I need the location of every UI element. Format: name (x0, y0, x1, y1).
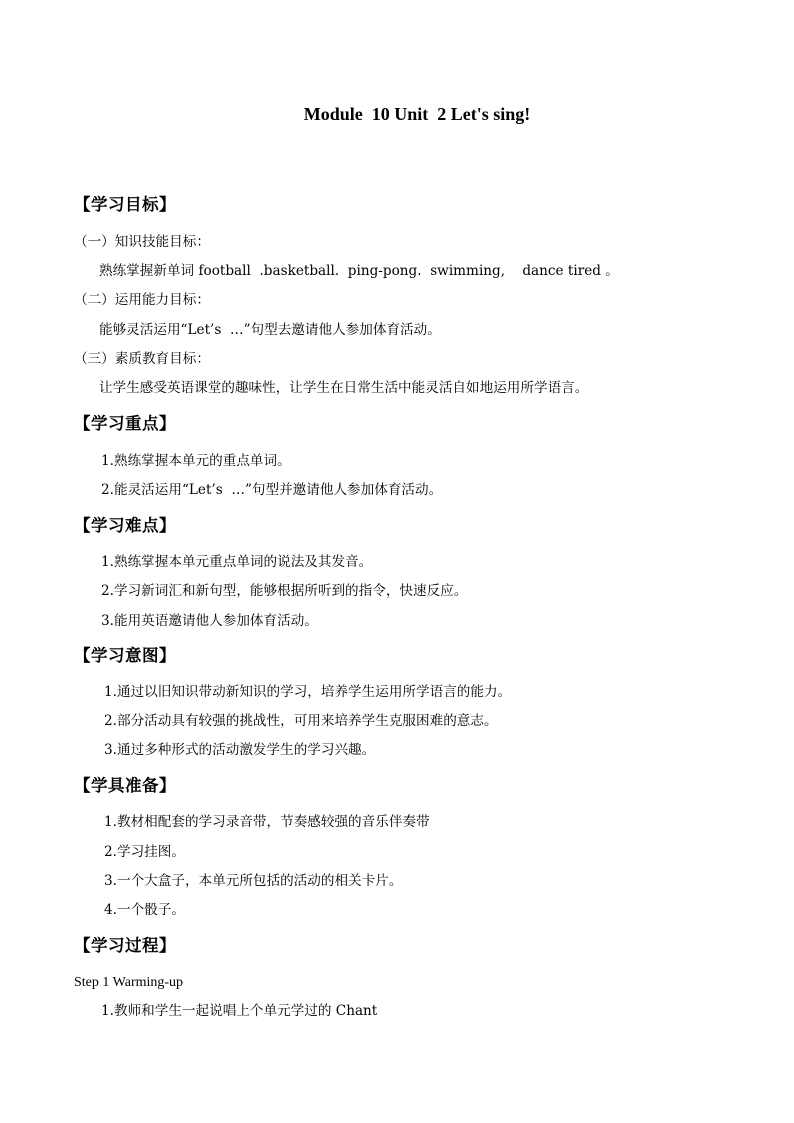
step-label: Step 1 Warming-up (74, 975, 184, 990)
section-heading-key-points: 【学习重点】 (74, 414, 176, 433)
material-item: 1.教材相配套的学习录音带，节奏感较强的音乐伴奏带 (104, 814, 430, 830)
intent-item: 2.部分活动具有较强的挑战性，可用来培养学生克服困难的意志。 (104, 713, 498, 729)
difficulty-item: 2.学习新词汇和新句型，能够根据所听到的指令，快速反应。 (101, 583, 468, 599)
material-item: 2.学习挂图。 (104, 844, 185, 860)
intent-item: 3.通过多种形式的活动激发学生的学习兴趣。 (104, 742, 376, 758)
key-point-item: 2.能灵活运用“Let’s …”句型并邀请他人参加体育活动。 (101, 482, 443, 498)
objective-knowledge-text: 熟练掌握新单词 football .basketball. ping-pong. swimming, dance tired 。 (99, 263, 619, 279)
key-point-item: 1.熟练掌握本单元的重点单词。 (101, 453, 291, 469)
objective-quality-text: 让学生感受英语课堂的趣味性，让学生在日常生活中能灵活自如地运用所学语言。 (99, 380, 589, 396)
section-heading-difficulties: 【学习难点】 (74, 516, 176, 535)
objective-ability-text: 能够灵活运用“Let’s …”句型去邀请他人参加体育活动。 (99, 322, 441, 338)
material-item: 4.一个骰子。 (104, 902, 185, 918)
section-heading-materials: 【学具准备】 (74, 776, 176, 795)
section-heading-process: 【学习过程】 (74, 936, 176, 955)
document-title: Module 10 Unit 2 Let's sing! (303, 104, 531, 124)
section-heading-objectives: 【学习目标】 (74, 195, 176, 214)
difficulty-item: 3.能用英语邀请他人参加体育活动。 (101, 613, 318, 629)
objective-knowledge-label: （一）知识技能目标： (74, 234, 210, 250)
objective-ability-label: （二）运用能力目标： (74, 292, 210, 308)
objective-quality-label: （三）素质教育目标： (74, 351, 210, 367)
intent-item: 1.通过以旧知识带动新知识的学习，培养学生运用所学语言的能力。 (104, 684, 512, 700)
material-item: 3.一个大盒子，本单元所包括的活动的相关卡片。 (104, 873, 403, 889)
difficulty-item: 1.熟练掌握本单元重点单词的说法及其发音。 (101, 554, 373, 570)
section-heading-intent: 【学习意图】 (74, 646, 176, 665)
process-item: 1.教师和学生一起说唱上个单元学过的 Chant (101, 1003, 378, 1019)
